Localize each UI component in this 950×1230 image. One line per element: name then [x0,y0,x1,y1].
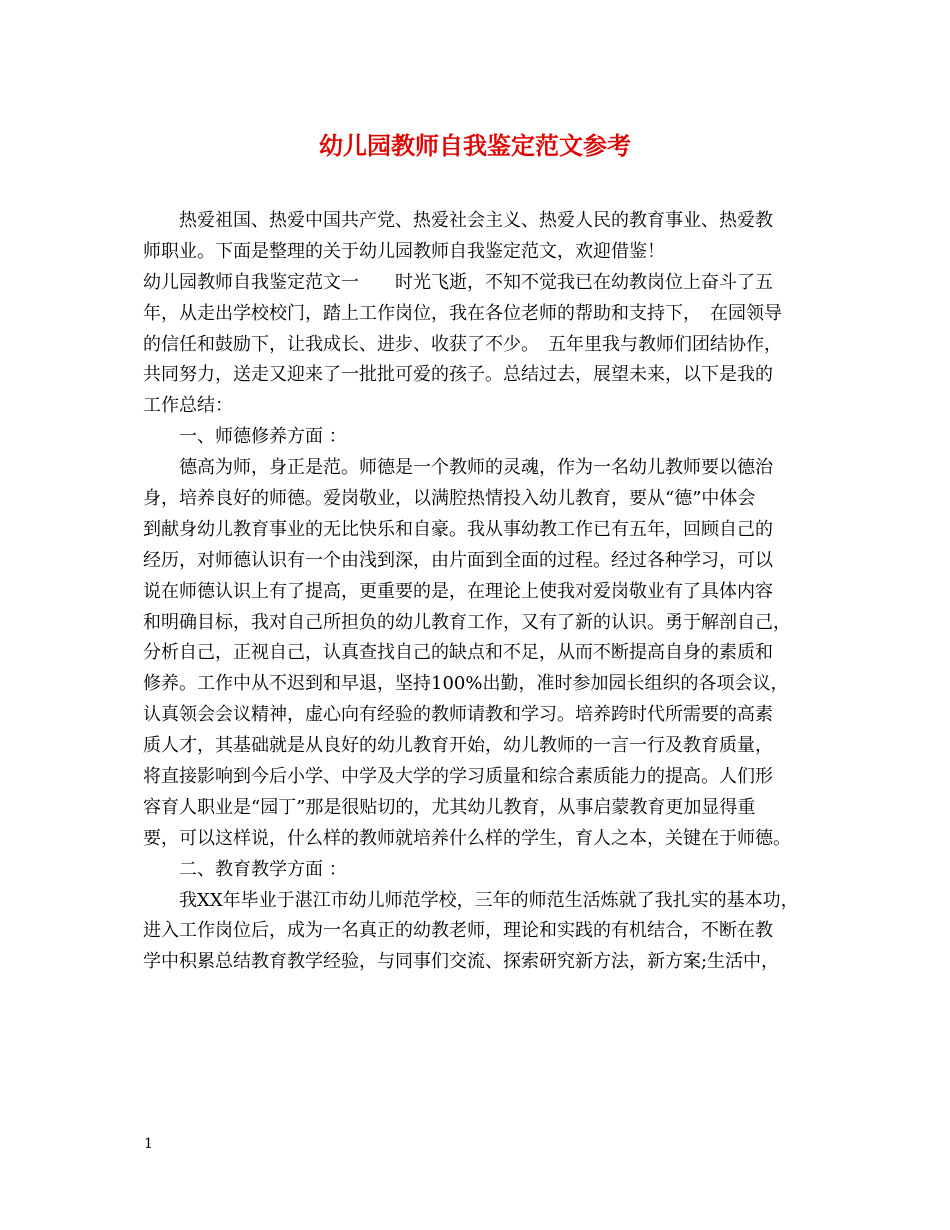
paragraph-line: 我XX年毕业于湛江市幼儿师范学校，三年的师范生活炼就了我扎实的基本功， [179,889,799,911]
paragraph-line: 分析自己，正视自己，认真查找自己的缺点和不足，从而不断提高自身的素质和 [143,642,773,664]
document-title: 幼儿园教师自我鉴定范文参考 [319,131,631,160]
paragraph-line: 要，可以这样说，什么样的教师就培养什么样的学生，育人之本，关键在于师德。 [143,827,791,849]
paragraph-line: 质人才，其基础就是从良好的幼儿教育开始，幼儿教师的一言一行及教育质量， [143,735,773,757]
paragraph-line: 工作总结： [143,395,233,417]
paragraph-line: 修养。工作中从不迟到和早退，坚持100%出勤，准时参加园长组织的各项会议， [143,673,789,695]
paragraph-line: 学中积累总结教育教学经验，与同事们交流、探索研究新方法，新方案;生活中， [143,951,780,973]
paragraph-line: 热爱祖国、热爱中国共产党、热爱社会主义、热爱人民的教育事业、热爱教 [179,210,773,231]
document-body [143,206,815,978]
paragraph-line: 共同努力，送走又迎来了一批批可爱的孩子。总结过去，展望未来，以下是我的 [143,364,773,386]
paragraph-line: 认真领会会议精神，虚心向有经验的教师请教和学习。培养跨时代所需要的高素 [143,704,773,726]
paragraph-line: 进入工作岗位后，成为一名真正的幼教老师，理论和实践的有机结合，不断在教 [143,920,773,942]
paragraph-line: 经历，对师德认识有一个由浅到深，由片面到全面的过程。经过各种学习，可以 [143,549,773,571]
section-heading: 一、师德修养方面 ： [179,426,347,448]
paragraph-line: 师职业。下面是整理的关于幼儿园教师自我鉴定范文，欢迎借鉴！ [143,240,665,262]
paragraph-line: 到献身幼儿教育事业的无比快乐和自豪。我从事幼教工作已有五年，回顾自己的 [143,518,773,540]
paragraph-line: 容育人职业是“园丁”那是很贴切的，尤其幼儿教育，从事启蒙教育更加显得重 [143,796,756,818]
paragraph-line: 说在师德认识上有了提高，更重要的是，在理论上使我对爱岗敬业有了具体内容 [143,580,773,602]
paragraph-line: 幼儿园教师自我鉴定范文一 时光飞逝，不知不觉我已在幼教岗位上奋斗了五 [143,271,773,293]
paragraph-line: 和明确目标，我对自己所担负的幼儿教育工作，又有了新的认识。勇于解剖自己， [143,611,791,633]
paragraph-line: 德高为师，身正是范。师德是一个教师的灵魂，作为一名幼儿教师要以德治 [179,457,773,479]
page-number: 1 [144,1136,153,1152]
paragraph-line: 年，从走出学校校门，踏上工作岗位，我在各位老师的帮助和支持下， 在园领导 [143,302,782,324]
section-heading: 二、教育教学方面 ： [179,858,347,880]
paragraph-line: 身，培养良好的师德。爱岗敬业，以满腔热情投入幼儿教育，要从“德”中体会 [143,488,756,510]
paragraph-line: 将直接影响到今后小学、中学及大学的学习质量和综合素质能力的提高。人们形 [143,766,773,788]
paragraph-line: 的信任和鼓励下，让我成长、进步、收获了不少。 五年里我与教师们团结协作， [143,333,782,355]
